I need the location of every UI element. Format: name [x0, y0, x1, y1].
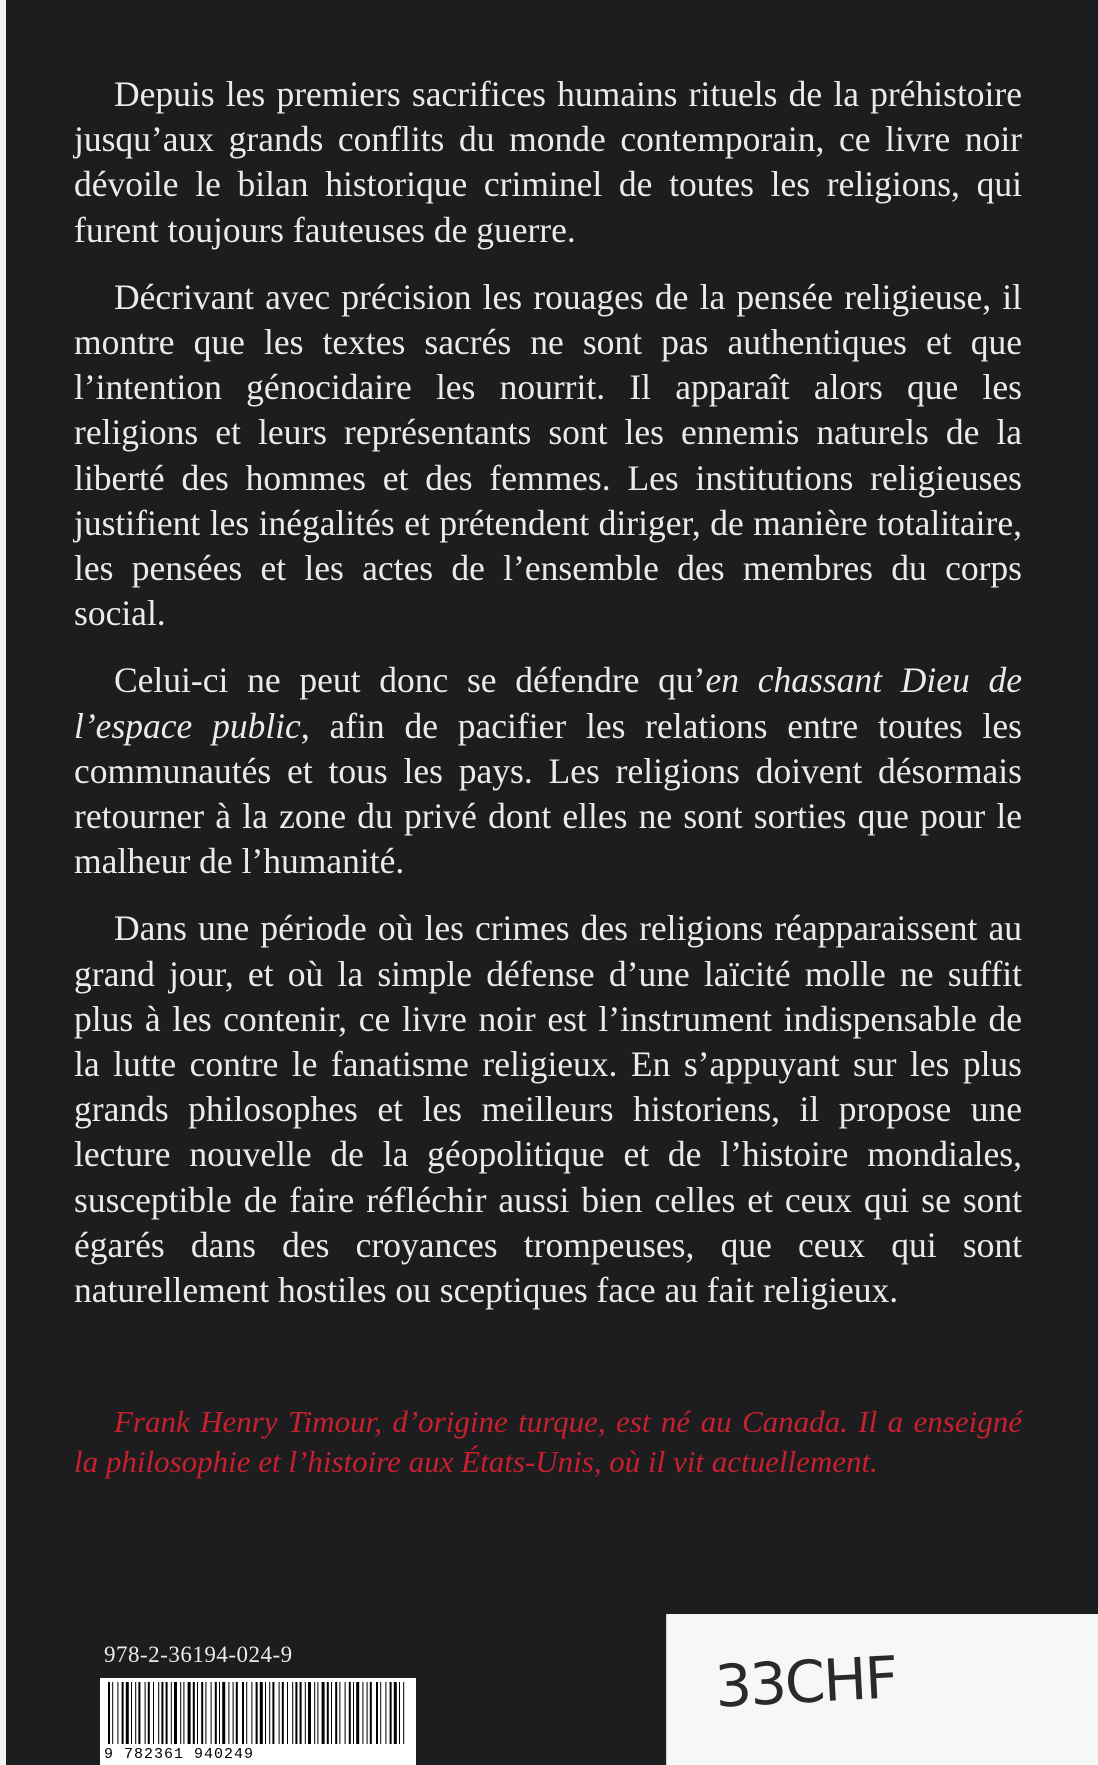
paragraph-3-emphasis: en chassant Dieu de l’espace public: [74, 660, 1022, 746]
paragraph-3-start: Celui-ci ne peut donc se défendre qu’: [114, 660, 706, 701]
price-sticker: [666, 1614, 1098, 1765]
paragraph-4: Dans une période où les crimes des religions réapparaissent au grand jour, et où la simple défense d’une laïcité molle ne suffit plus à les contenir, ce livre noir est l’instrument indispensable de la lutte contre le fanatisme religieux. En s’appuyant sur les plus grands philosophes et les meilleurs historiens, il propose une lecture nouvelle de la géopolitique et de l’histoire mondiales, susceptible de faire réfléchir aussi bien celles et ceux qui se sont égarés dans des croyances trompeuses, que ceux qui sont naturellement hostiles ou sceptiques face au fait religieux.: [74, 908, 1022, 1311]
barcode: [100, 1678, 416, 1765]
paragraph-2: Décrivant avec précision les rouages de la pensée religieuse, il montre que les textes sacrés ne sont pas authentiques et que l’intention génocidaire les nourrit. Il apparaît alors que les religions et leurs représentants sont les ennemis naturels de la liberté des hommes et des femmes. Les institutions religieuses justifient les inégalités et prétendent diriger, de manière totalitaire, les pensées et les actes de l’ensemble des membres du corps social.: [74, 276, 1022, 634]
price-handwritten: 33CHF: [713, 1643, 898, 1721]
author-bio: Frank Henry Timour, d’origine turque, est né au Canada. Il a enseigné la philosophie et l’histoire aux États-Unis, où il vit actuellement.: [74, 1404, 1022, 1479]
barcode-bars-icon: [100, 1678, 416, 1746]
isbn-number: 978-2-36194-024-9: [104, 1642, 293, 1667]
paragraph-1: Depuis les premiers sacrifices humains rituels de la préhistoire jusqu’aux grands conflits du monde contemporain, ce livre noir dévoile le bilan historique criminel de toutes les religions, qui furent toujours fauteuses de guerre.: [74, 74, 1022, 250]
blurb-text: [74, 72, 1022, 1335]
paragraph-3-end: , afin de pacifier les relations entre toutes les communautés et tous les pays. Les religions doivent désormais retourner à la zone du privé dont elles ne sont sorties que pour le malheur de l’humanité.: [74, 705, 1022, 882]
barcode-digits: 9 782361 940249: [104, 1746, 255, 1763]
paragraph-3: [74, 658, 1022, 884]
page-edge: [0, 0, 6, 1765]
